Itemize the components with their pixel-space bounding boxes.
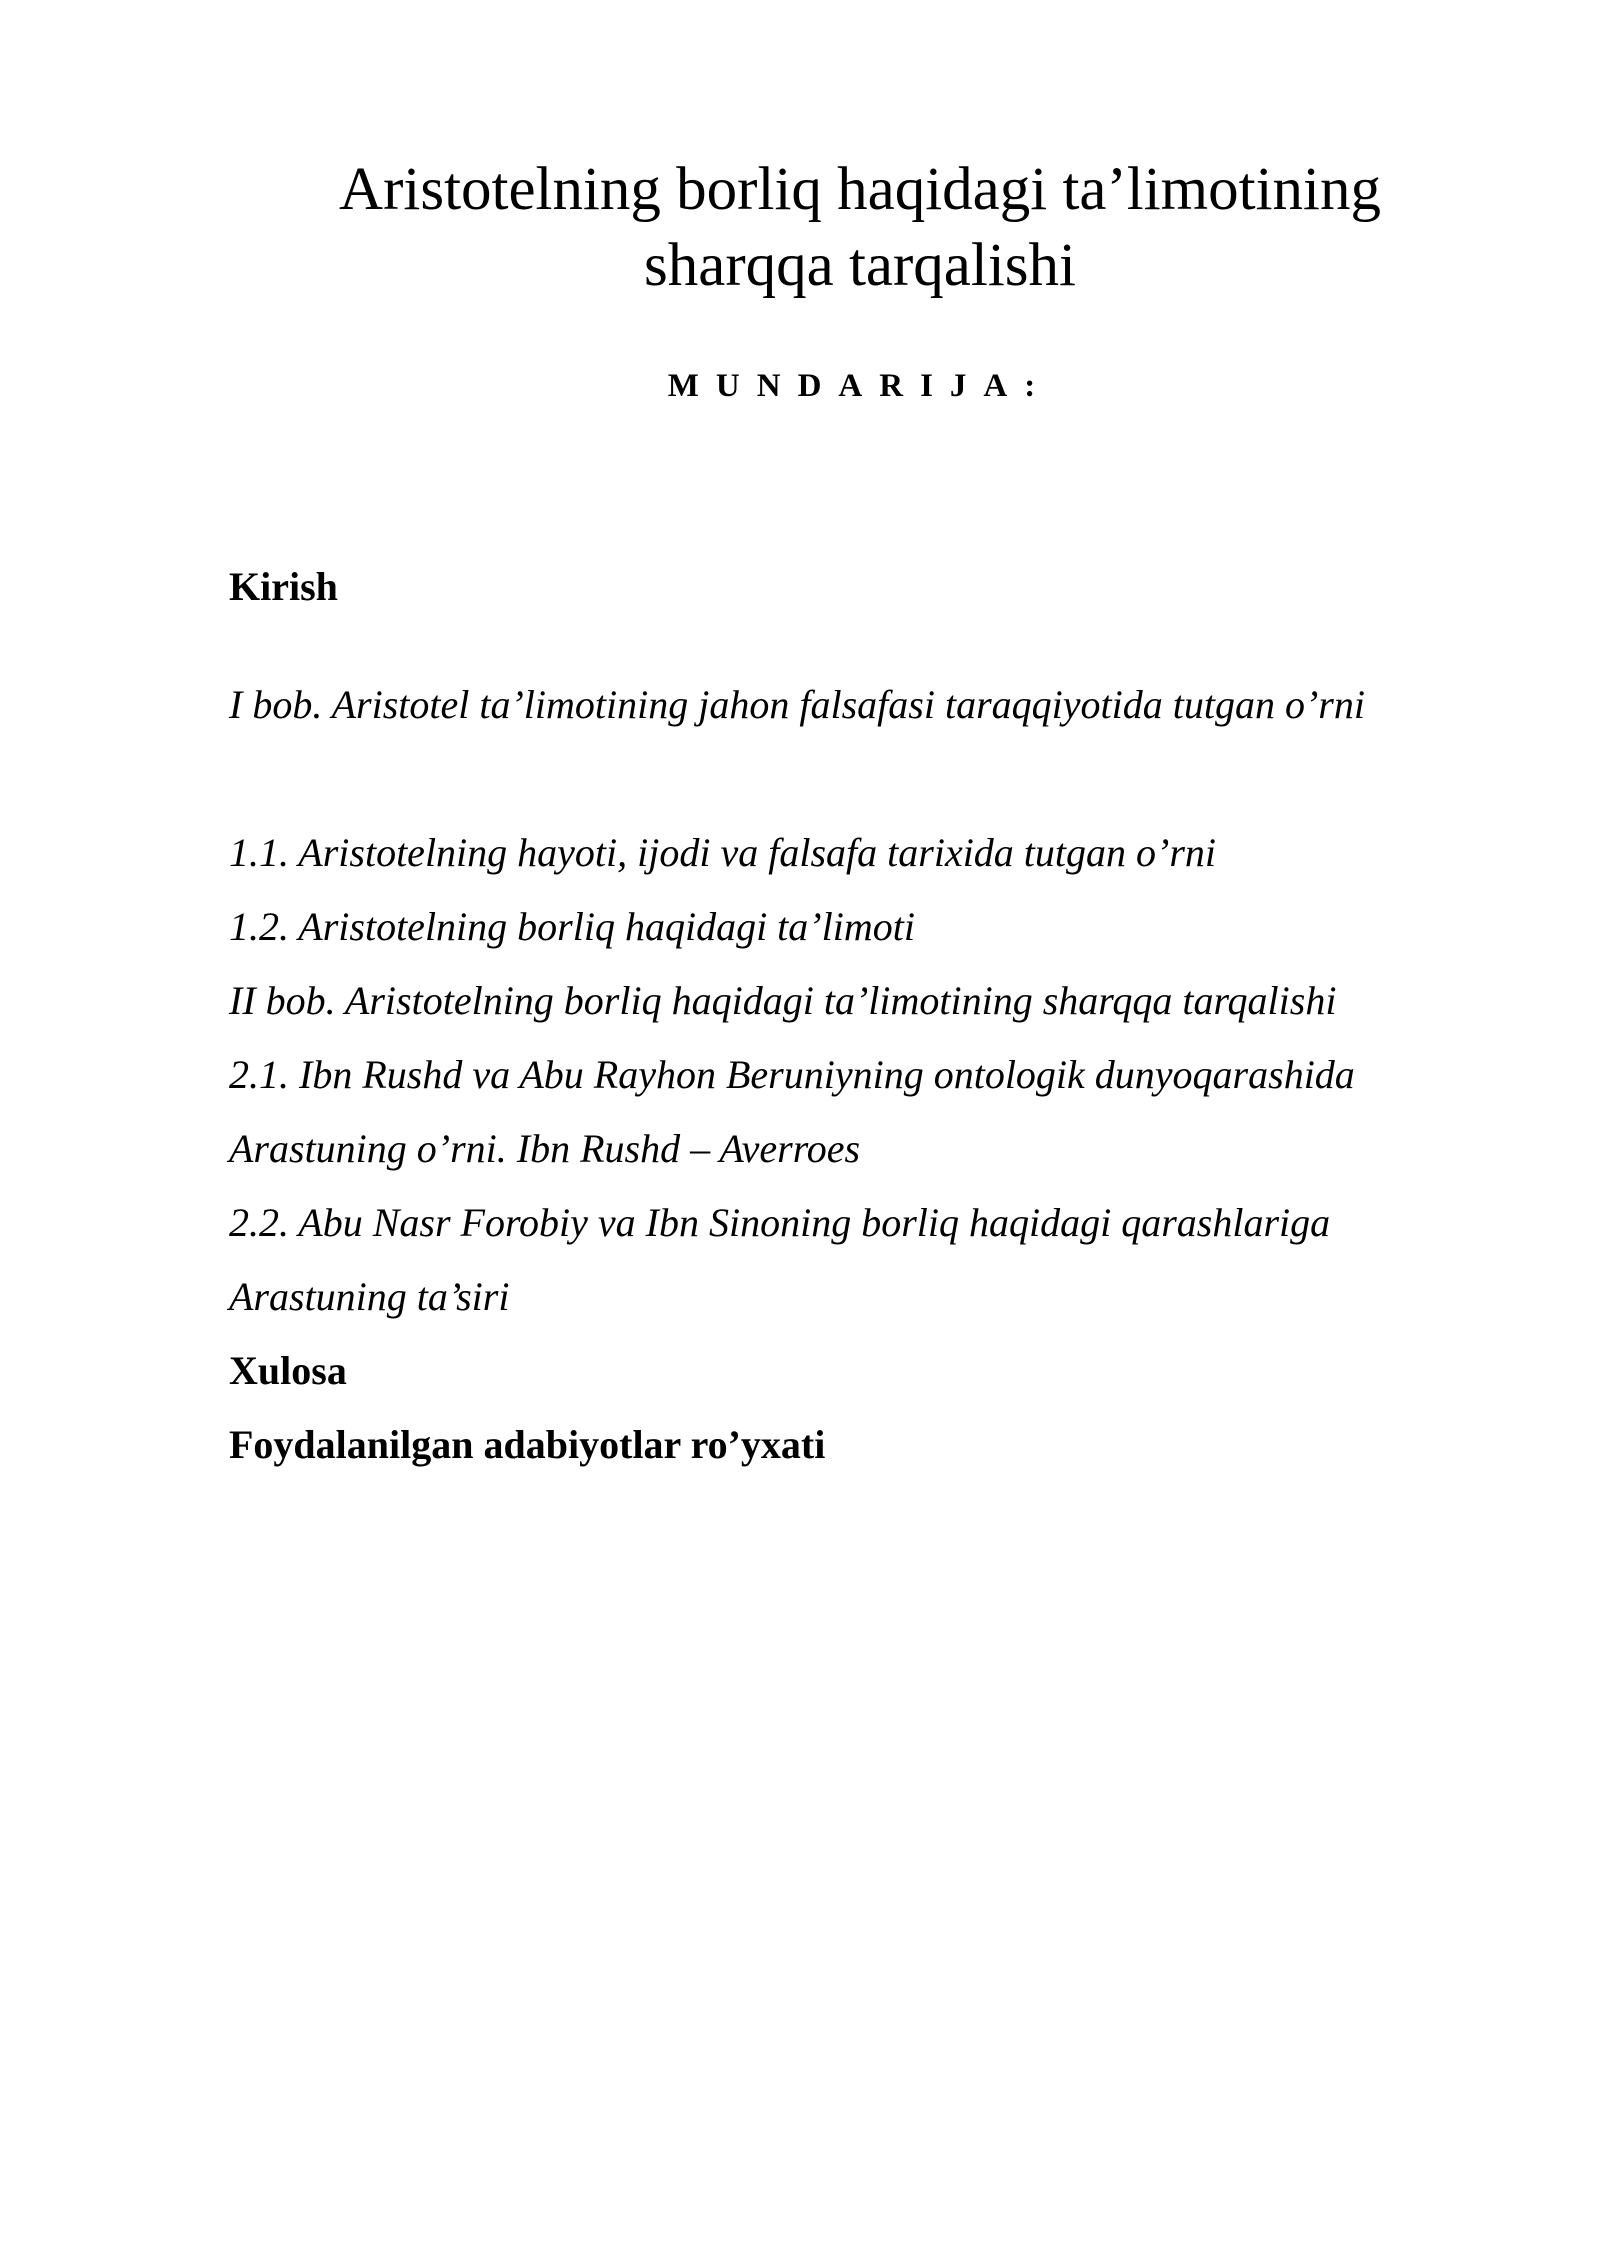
toc-item-section-2-1: 2.1. Ibn Rushd va Abu Rayhon Beruniyning ontologik dunyoqarashida <box>229 1052 1355 1097</box>
toc-item-section-2-2-cont: Arastuning ta’siri <box>229 1274 510 1319</box>
document-title-line-1: Aristotelning borliq haqidagi ta’limotining <box>339 156 1381 223</box>
toc-item-section-1-2: 1.2. Aristotelning borliq haqidagi ta’limoti <box>229 904 915 949</box>
toc-item-kirish: Kirish <box>229 564 338 609</box>
toc-item-section-2-2: 2.2. Abu Nasr Forobiy va Ibn Sinoning borliq haqidagi qarashlariga <box>229 1200 1331 1245</box>
toc-item-chapter-2: II bob. Aristotelning borliq haqidagi ta’limotining sharqqa tarqalishi <box>229 978 1337 1023</box>
toc-heading: MUNDARIJA: <box>667 368 1053 404</box>
document-title <box>200 152 1520 304</box>
toc-item-xulosa: Xulosa <box>229 1348 347 1393</box>
toc-item-section-1-1: 1.1. Aristotelning hayoti, ijodi va falsafa tarixida tutgan o’rni <box>229 830 1217 875</box>
toc-item-bibliography: Foydalanilgan adabiyotlar ro’yxati <box>229 1422 826 1467</box>
toc-item-chapter-1: I bob. Aristotel ta’limotining jahon falsafasi taraqqiyotida tutgan o’rni <box>229 682 1365 727</box>
document-title-line-2: sharqqa tarqalishi <box>644 232 1076 299</box>
toc-item-section-2-1-cont: Arastuning o’rni. Ibn Rushd – Averroes <box>229 1126 861 1171</box>
